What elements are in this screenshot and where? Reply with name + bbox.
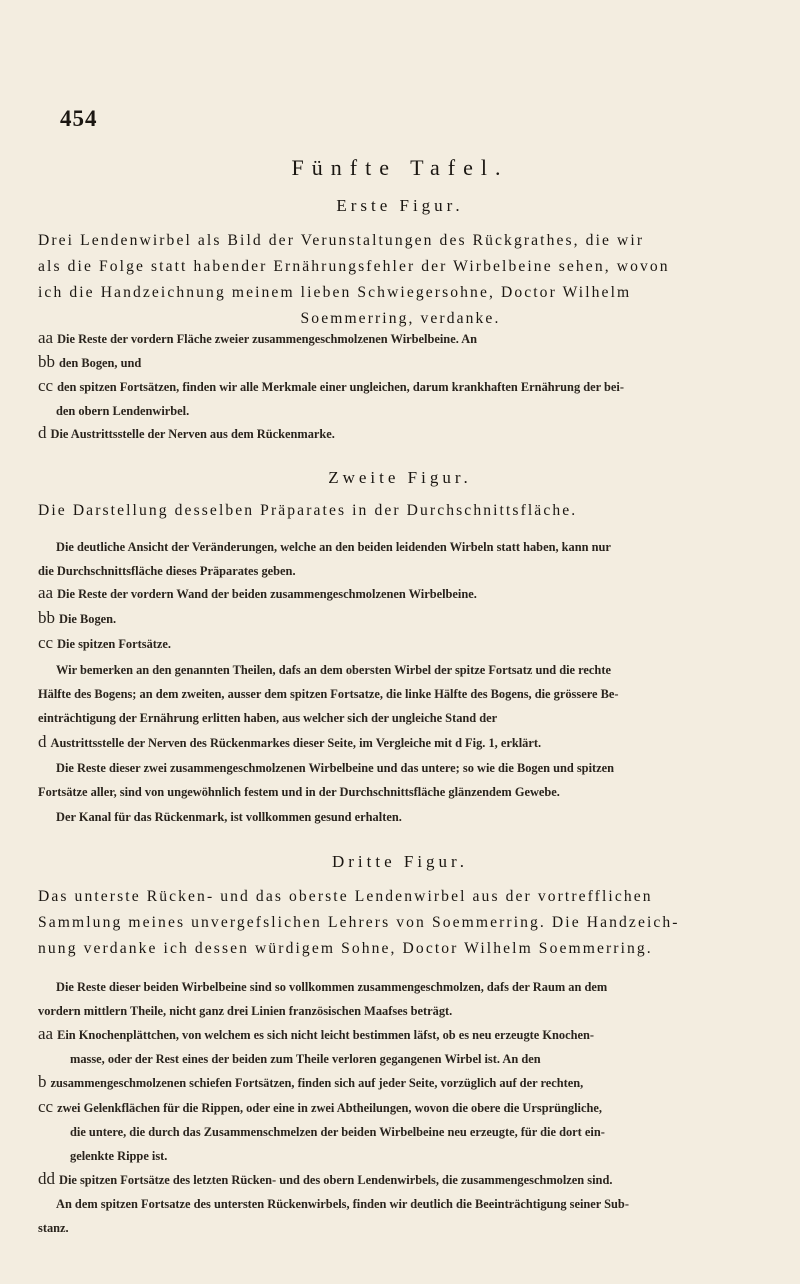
fig1-item: cc den spitzen Fortsätzen, finden wir alle Merkmale einer ungleichen, darum krankhaften Ernährung der bei- <box>38 376 624 395</box>
fig2-line: Die deutliche Ansicht der Veränderungen, welche an den beiden leidenden Wirbeln statt haben, kann nur <box>56 540 611 554</box>
fig3-caption-line: Sammlung meines unvergefslichen Lehrers von Soemmerring. Die Handzeich- <box>38 914 680 931</box>
fig2-line: d Austrittsstelle der Nerven des Rückenmarkes dieser Seite, im Vergleiche mit d Fig. 1, erklärt. <box>38 732 542 751</box>
fig3-line: b zusammengeschmolzenen schiefen Fortsätzen, finden sich auf jeder Seite, vorzüglich auf der rechten, <box>38 1072 584 1091</box>
fig2-line: die Durchschnittsfläche dieses Präparates geben. <box>38 564 296 578</box>
fig2-line: Fortsätze aller, sind von ungewöhnlich festem und in der Durchschnittsfläche glänzendem Gewebe. <box>38 785 560 799</box>
fig3-line: dd Die spitzen Fortsätze des letzten Rücken- und des obern Lendenwirbels, die zusammengeschmolzen sind. <box>38 1169 613 1188</box>
fig2-line: Der Kanal für das Rückenmark, ist vollkommen gesund erhalten. <box>56 810 402 824</box>
fig3-line: die untere, die durch das Zusammenschmelzen der beiden Wirbelbeine neu erzeugte, für die dort ein- <box>70 1125 605 1139</box>
fig1-caption <box>38 228 763 332</box>
fig2-line: einträchtigung der Ernährung erlitten haben, aus welcher sich der ungleiche Stand der <box>38 711 498 725</box>
fig3-line: gelenkte Rippe ist. <box>70 1149 168 1163</box>
fig1-heading: Erste Figur. <box>336 196 464 215</box>
fig3-line: An dem spitzen Fortsatze des untersten Rückenwirbels, finden wir deutlich die Beeinträchtigung seiner Sub- <box>56 1197 629 1211</box>
fig3-heading: Dritte Figur. <box>331 852 469 871</box>
fig2-heading: Zweite Figur. <box>328 468 472 487</box>
fig2-caption <box>38 498 763 524</box>
fig2-line: cc Die spitzen Fortsätze. <box>38 633 171 652</box>
fig1-caption-line: als die Folge statt habender Ernährungsfehler der Wirbelbeine sehen, wovon <box>38 258 670 275</box>
fig2-caption-line: Die Darstellung desselben Präparates in der Durchschnittsfläche. <box>38 502 578 519</box>
fig2-line: bb Die Bogen. <box>38 608 117 627</box>
plate-title: Fünfte Tafel. <box>291 155 509 180</box>
fig3-caption-line: Das unterste Rücken- und das oberste Lendenwirbel aus der vortrefflichen <box>38 888 653 905</box>
fig1-item: d Die Austrittsstelle der Nerven aus dem Rückenmarke. <box>38 423 335 442</box>
fig1-caption-line: Drei Lendenwirbel als Bild der Verunstaltungen des Rückgrathes, die wir <box>38 232 645 249</box>
page-number: 454 <box>60 106 98 131</box>
fig1-caption-line: Soemmerring, verdanke. <box>300 310 501 327</box>
fig2-line: Wir bemerken an den genannten Theilen, dafs an dem obersten Wirbel der spitze Fortsatz und die rechte <box>56 663 611 677</box>
fig3-line: Die Reste dieser beiden Wirbelbeine sind so vollkommen zusammengeschmolzen, dafs der Raum an dem <box>56 980 608 994</box>
fig3-line: vordern mittlern Theile, nicht ganz drei Linien französischen Maafses beträgt. <box>38 1004 453 1018</box>
fig3-line: stanz. <box>38 1221 69 1235</box>
fig3-line: aa Ein Knochenplättchen, von welchem es sich nicht leicht bestimmen läfst, ob es neu erzeugte Knochen- <box>38 1024 594 1043</box>
fig2-line: aa Die Reste der vordern Wand der beiden zusammengeschmolzenen Wirbelbeine. <box>38 583 477 602</box>
fig2-line: Hälfte des Bogens; an dem zweiten, ausser dem spitzen Fortsatze, die linke Hälfte des Bogens, die grössere Be- <box>38 687 619 701</box>
fig1-item: bb den Bogen, und <box>38 352 142 371</box>
fig3-line: cc zwei Gelenkflächen für die Rippen, oder eine in zwei Abtheilungen, wovon die obere die Ursprüngliche, <box>38 1097 602 1116</box>
fig2-line: Die Reste dieser zwei zusammengeschmolzenen Wirbelbeine und das untere; so wie die Bogen und spitzen <box>56 761 615 775</box>
fig3-caption <box>38 884 763 962</box>
fig1-item: aa Die Reste der vordern Fläche zweier zusammengeschmolzenen Wirbelbeine. An <box>38 328 478 347</box>
fig1-item: den obern Lendenwirbel. <box>56 404 190 418</box>
fig1-caption-line: ich die Handzeichnung meinem lieben Schwiegersohne, Doctor Wilhelm <box>38 284 632 301</box>
fig3-caption-line: nung verdanke ich dessen würdigem Sohne, Doctor Wilhelm Soemmerring. <box>38 940 653 957</box>
fig3-line: masse, oder der Rest eines der beiden zum Theile verloren gegangenen Wirbel ist. An den <box>70 1052 541 1066</box>
